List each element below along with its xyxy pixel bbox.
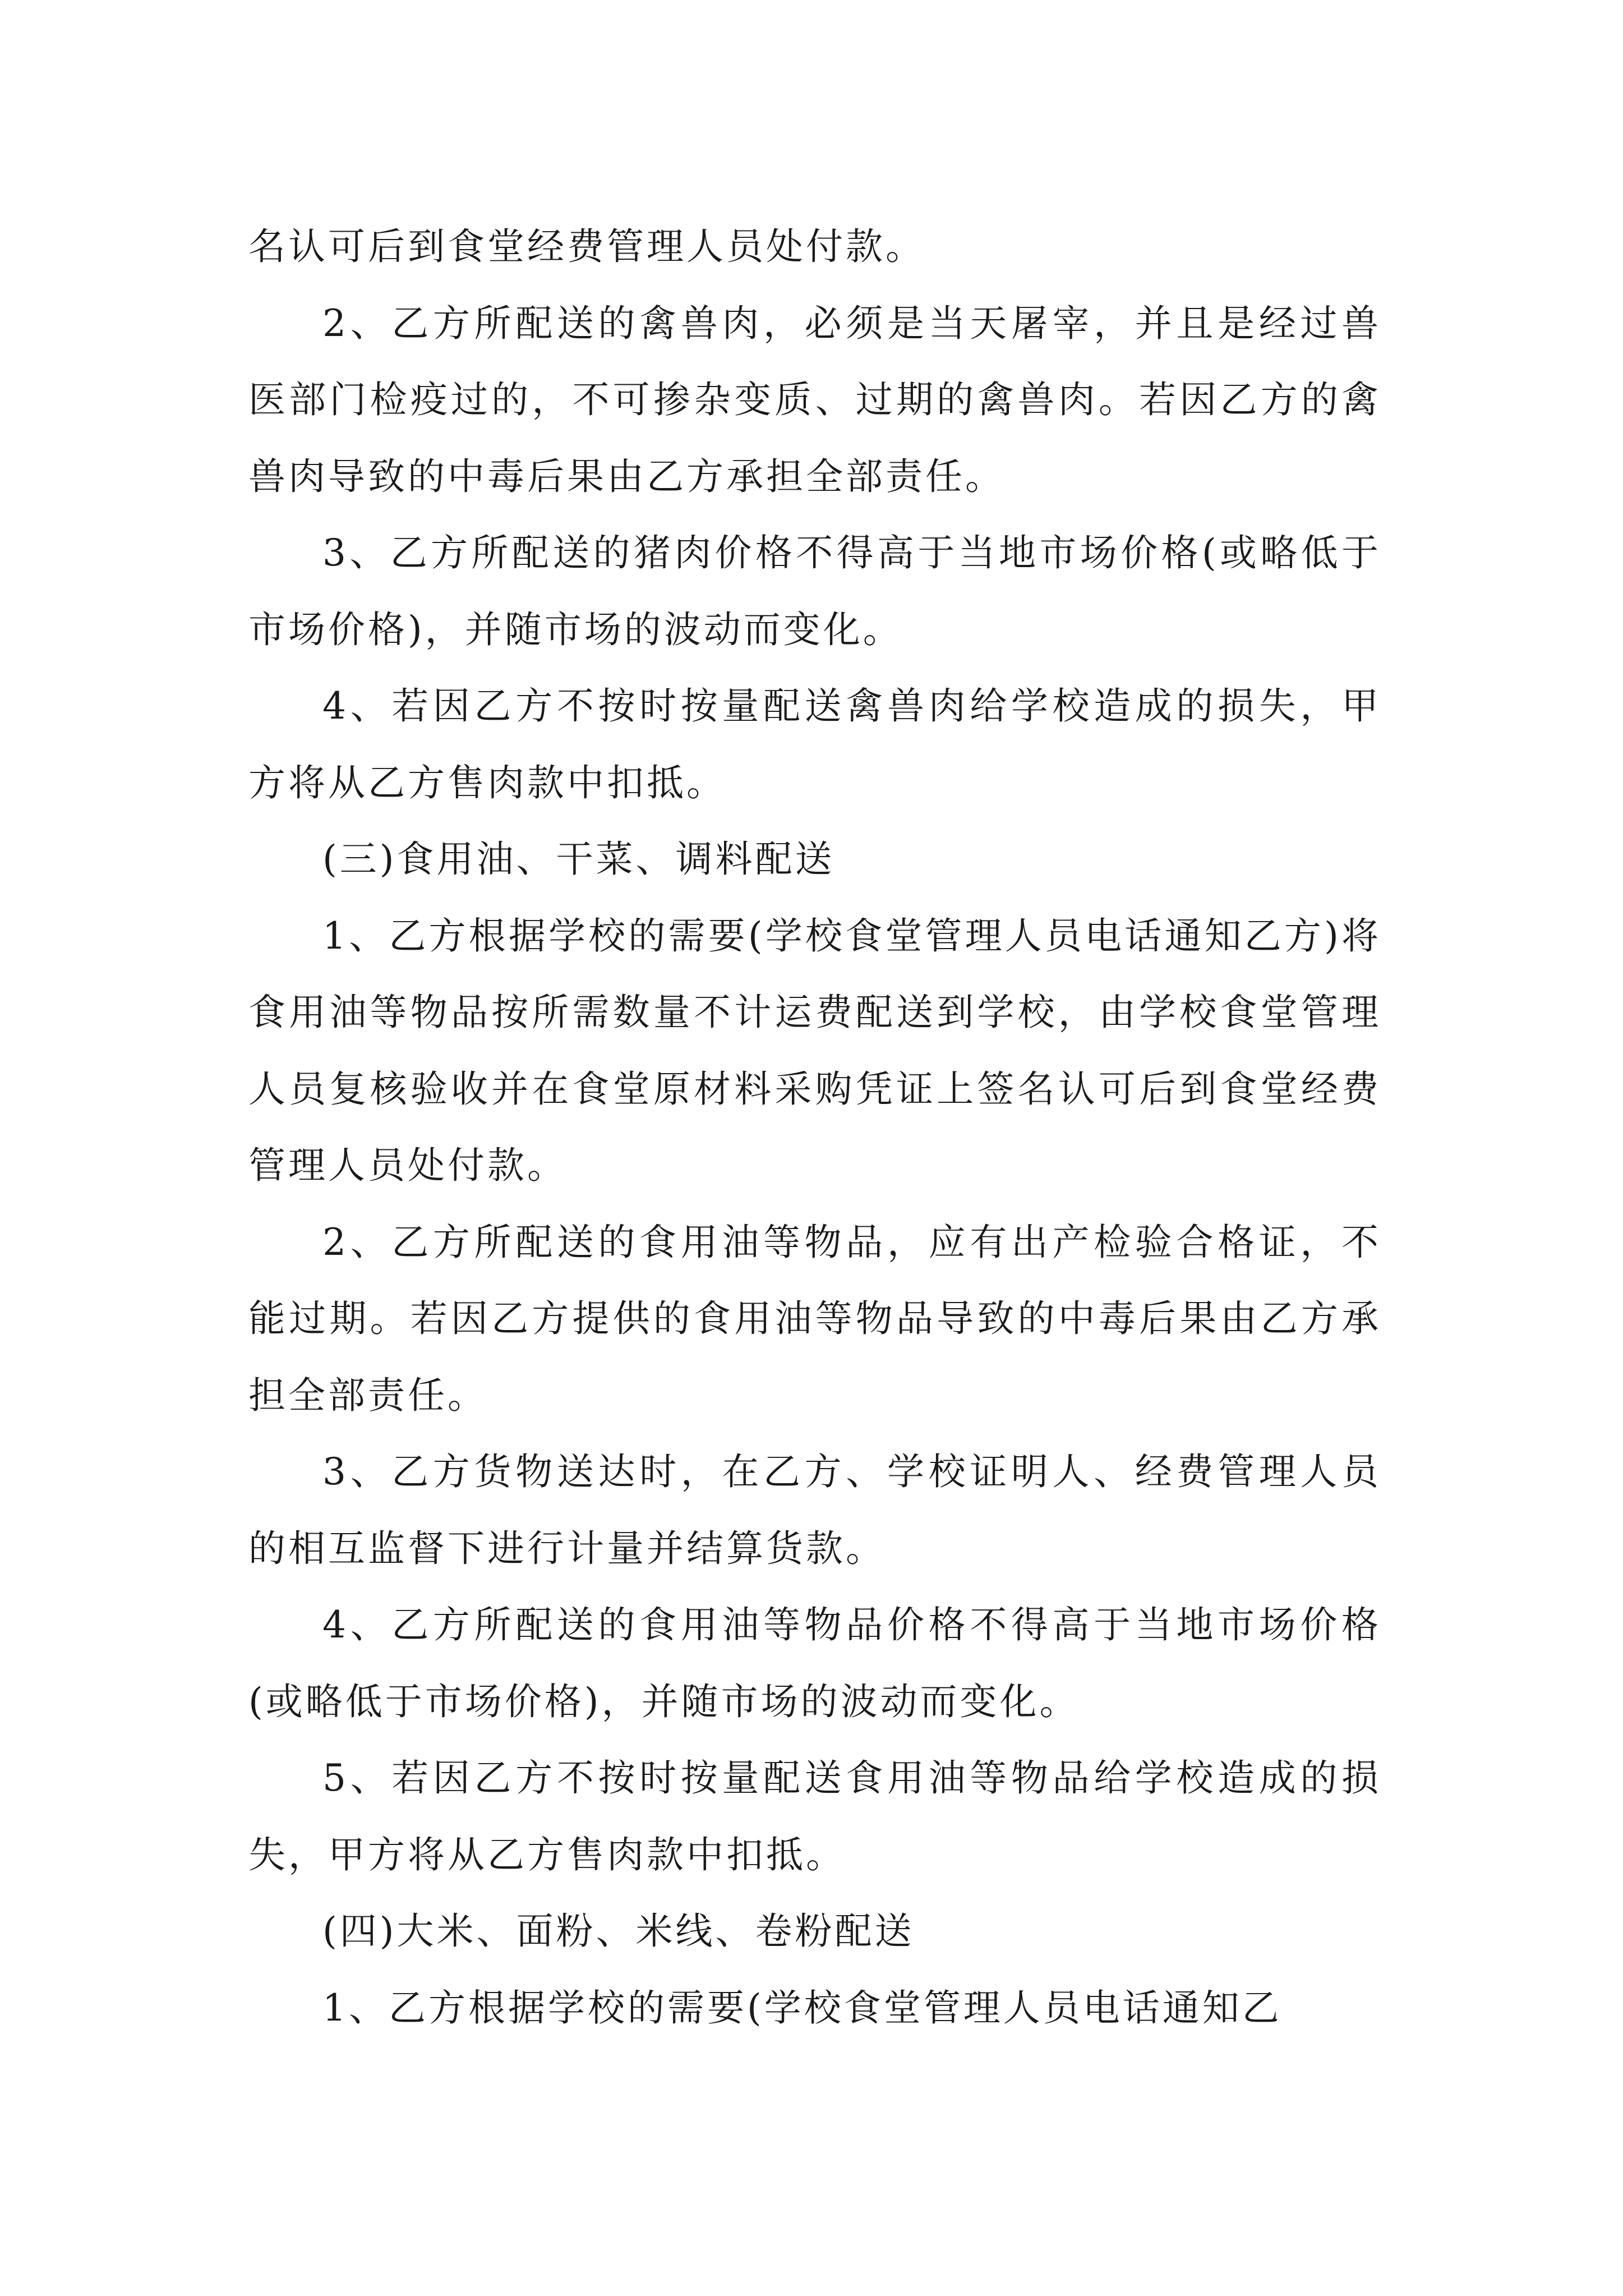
paragraph-item-3-settlement: 3、乙方货物送达时，在乙方、学校证明人、经费管理人员的相互监督下进行计量并结算货款。 [248, 1450, 1381, 1570]
paragraph-item-3-pork-price: 3、乙方所配送的猪肉价格不得高于当地市场价格(或略低于市场价格)，并随市场的波动而变化。 [248, 531, 1381, 651]
paragraph-item-2-meat-quality: 2、乙方所配送的禽兽肉，必须是当天屠宰，并且是经过兽医部门检疫过的，不可掺杂变质、过期的禽兽肉。若因乙方的禽兽肉导致的中毒后果由乙方承担全部责任。 [248, 301, 1381, 498]
section-heading-4: (四)大米、面粉、米线、卷粉配送 [322, 1910, 915, 1953]
paragraph-item-1-rice-delivery: 1、乙方根据学校的需要(学校食堂管理人员电话通知乙 [322, 1986, 1282, 2030]
document-body [248, 209, 1381, 2046]
paragraph-continuation: 名认可后到食堂经费管理人员处付款。 [248, 225, 925, 268]
paragraph-item-4-oil-price: 4、乙方所配送的食用油等物品价格不得高于当地市场价格(或略低于市场价格)，并随市场的波动而变化。 [248, 1603, 1381, 1723]
paragraph-item-1-oil-delivery: 1、乙方根据学校的需要(学校食堂管理人员电话通知乙方)将食用油等物品按所需数量不计运费配送到学校，由学校食堂管理人员复核验收并在食堂原材料采购凭证上签名认可后到食堂经费管理人员处付款。 [248, 914, 1381, 1187]
paragraph-item-5-oil-loss: 5、若因乙方不按时按量配送食用油等物品给学校造成的损失，甲方将从乙方售肉款中扣抵。 [248, 1756, 1381, 1876]
paragraph-item-4-meat-loss: 4、若因乙方不按时按量配送禽兽肉给学校造成的损失，甲方将从乙方售肉款中扣抵。 [248, 684, 1381, 804]
paragraph-item-2-oil-quality: 2、乙方所配送的食用油等物品，应有出产检验合格证，不能过期。若因乙方提供的食用油等物品导致的中毒后果由乙方承担全部责任。 [248, 1220, 1381, 1417]
section-heading-3: (三)食用油、干菜、调料配送 [322, 838, 835, 881]
